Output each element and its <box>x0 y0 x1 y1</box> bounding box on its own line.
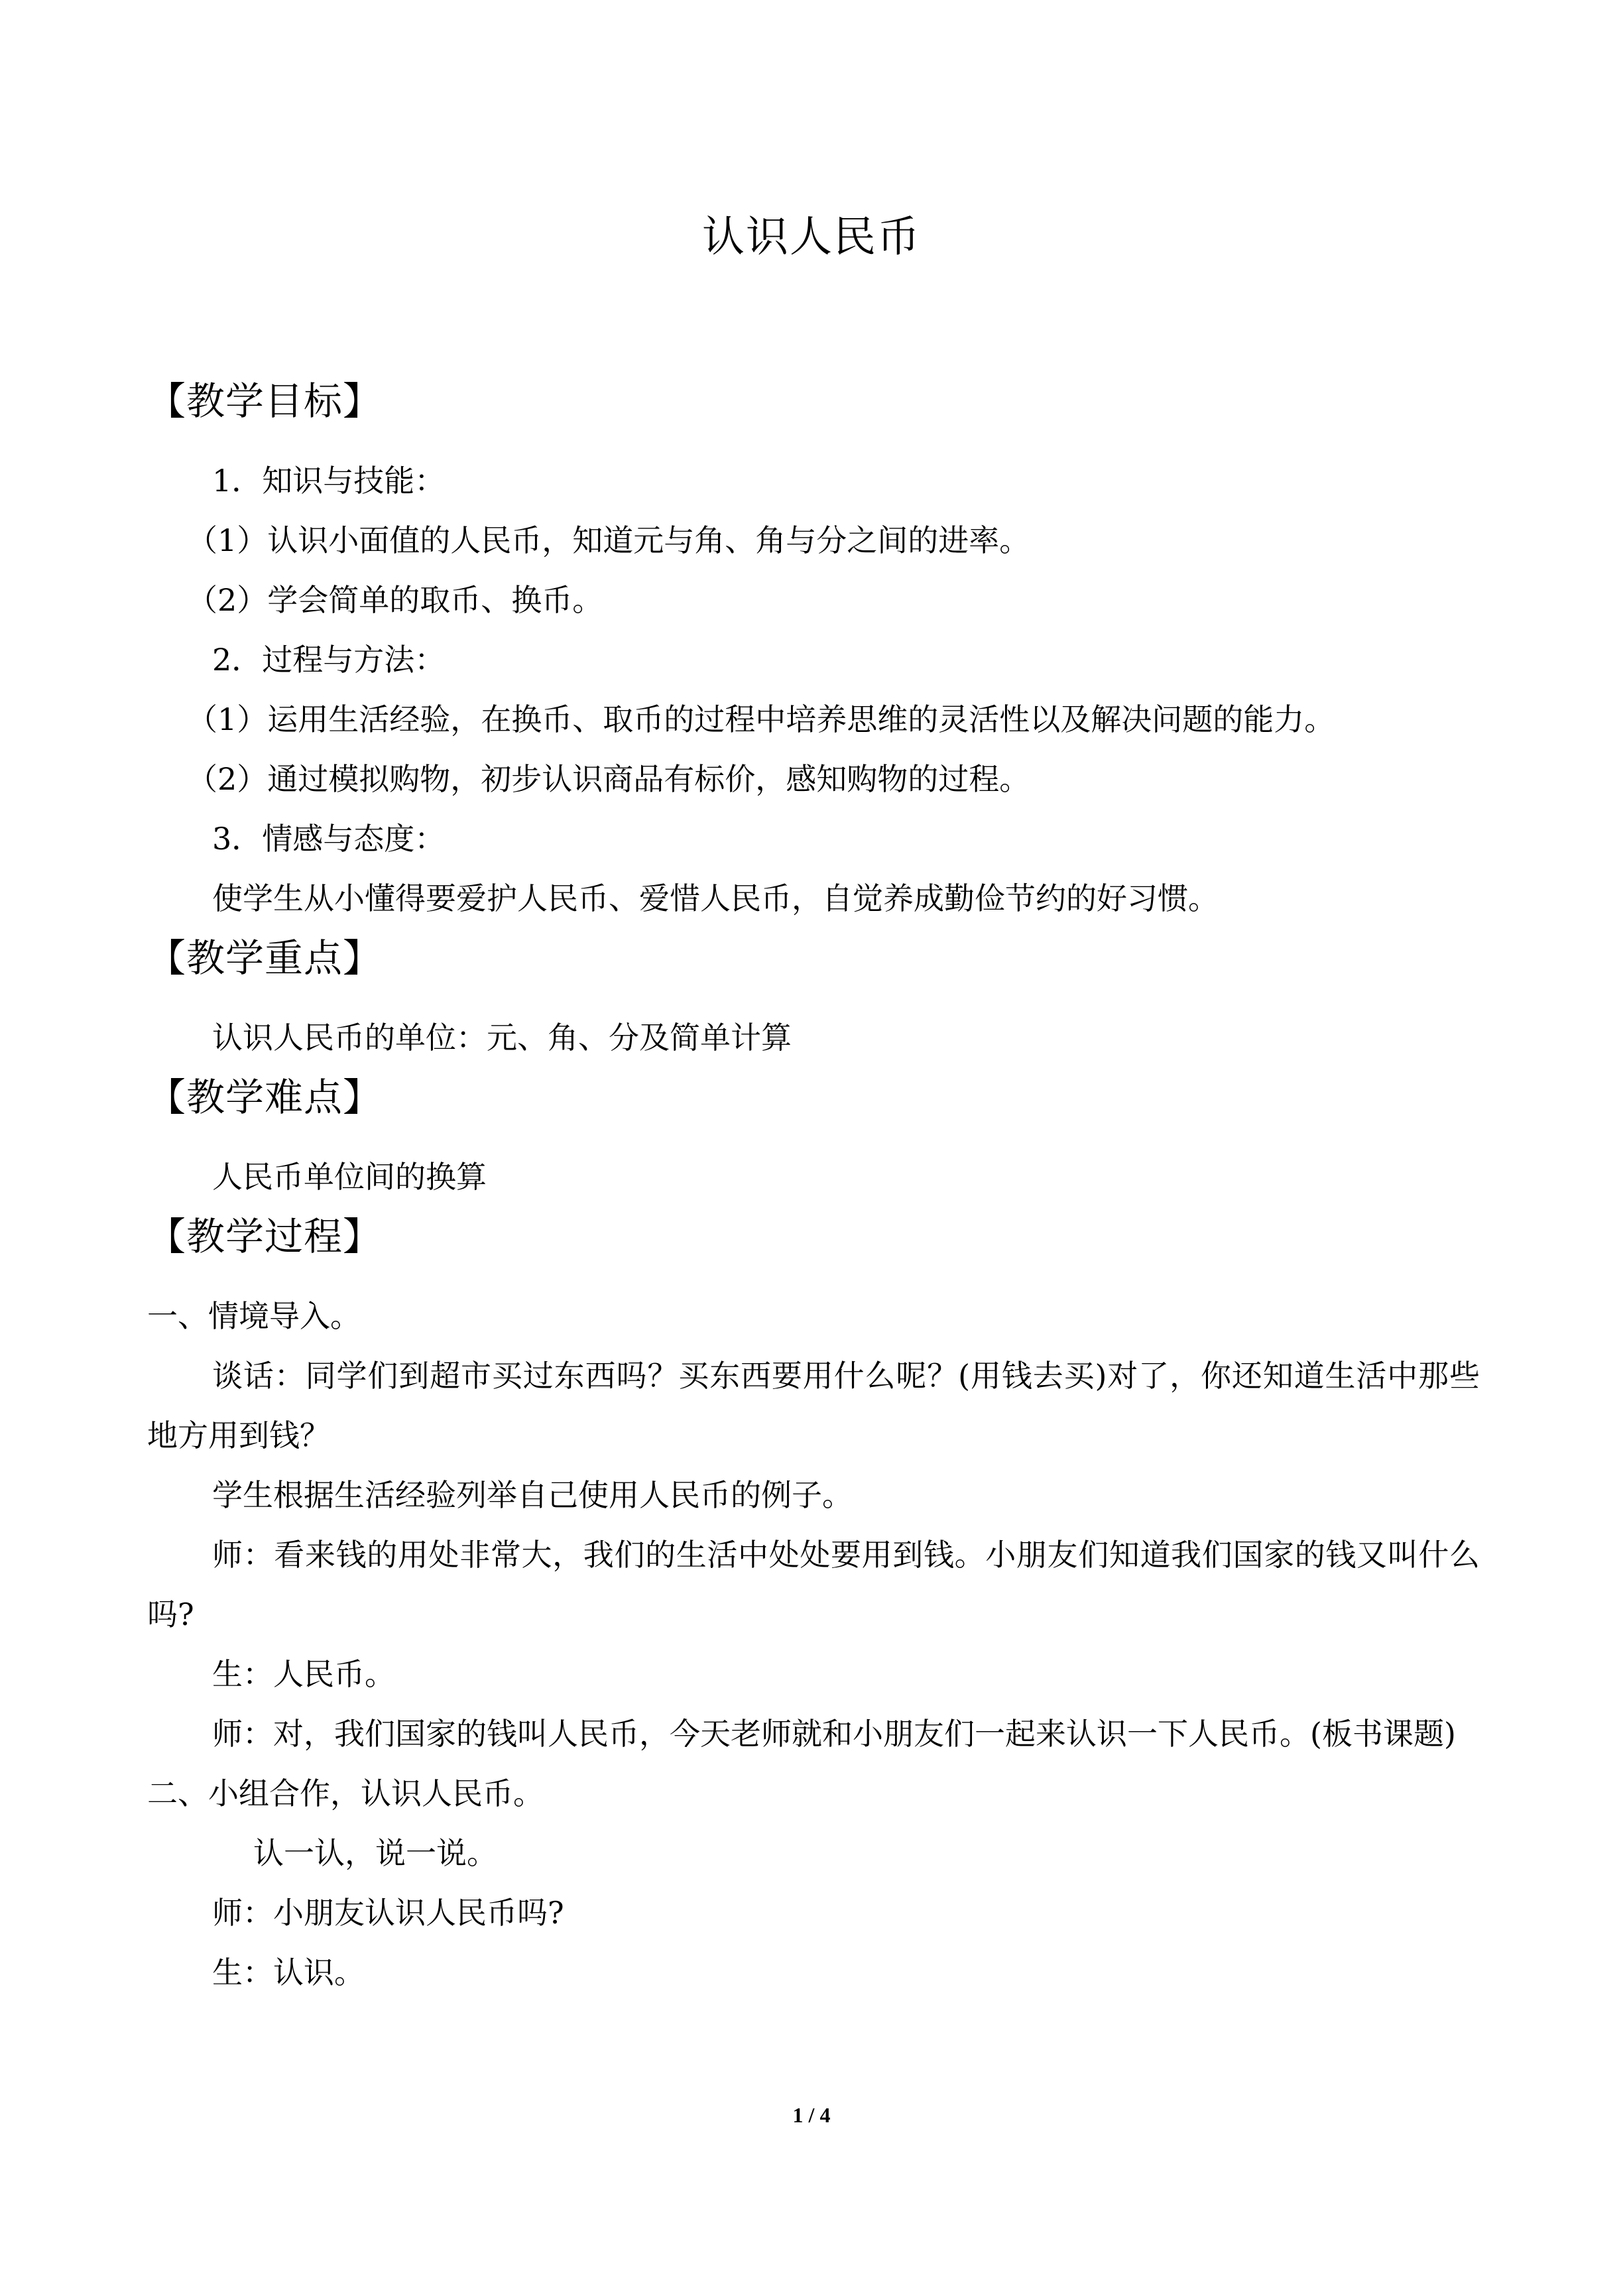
goal-line: （1）认识小面值的人民币，知道元与角、角与分之间的进率。 <box>187 522 1030 558</box>
goal-line: 2．过程与方法： <box>212 642 446 678</box>
goal-line: 使学生从小懂得要爱护人民币、爱惜人民币，自觉养成勤俭节约的好习惯。 <box>212 880 1219 916</box>
section-heading-difficulties: 【教学难点】 <box>147 1075 383 1120</box>
page-number: 1 / 4 <box>792 2103 831 2127</box>
goal-line: （2）学会简单的取币、换币。 <box>187 582 603 618</box>
section-heading-process: 【教学过程】 <box>147 1214 383 1259</box>
document-body <box>147 378 1480 2002</box>
process-paragraph: 生：人民币。 <box>212 1656 395 1692</box>
process-part2-title: 二、小组合作，认识人民币。 <box>147 1776 544 1811</box>
process-paragraph: 师：对，我们国家的钱叫人民币，今天老师就和小朋友们一起来认识一下人民币。(板书课题) <box>212 1716 1456 1752</box>
difficulties-text: 人民币单位间的换算 <box>212 1159 487 1195</box>
section-heading-goals: 【教学目标】 <box>147 379 383 424</box>
document-title: 认识人民币 <box>702 213 921 262</box>
process-paragraph: 生：认识。 <box>212 1955 365 1990</box>
process-paragraph: 谈话：同学们到超市买过东西吗？买东西要用什么呢？(用钱去买)对了，你还知道生活中那些地方用到钱？ <box>147 1358 1480 1453</box>
key-points-text: 认识人民币的单位：元、角、分及简单计算 <box>212 1020 792 1056</box>
process-subtitle: 认一认，说一说。 <box>253 1835 497 1871</box>
goal-line: （2）通过模拟购物，初步认识商品有标价，感知购物的过程。 <box>187 761 1030 797</box>
process-paragraph: 师：小朋友认识人民币吗? <box>212 1895 564 1931</box>
goal-line: （1）运用生活经验，在换币、取币的过程中培养思维的灵活性以及解决问题的能力。 <box>187 701 1335 737</box>
process-part1-title: 一、情境导入。 <box>147 1298 361 1334</box>
goal-line: 1．知识与技能： <box>212 463 446 499</box>
process-paragraph: 师：看来钱的用处非常大，我们的生活中处处要用到钱。小朋友们知道我们国家的钱又叫什么吗? <box>147 1537 1480 1632</box>
process-paragraph: 学生根据生活经验列举自己使用人民币的例子。 <box>212 1477 853 1513</box>
section-heading-key-points: 【教学重点】 <box>147 936 383 981</box>
goal-line: 3．情感与态度： <box>212 821 446 857</box>
